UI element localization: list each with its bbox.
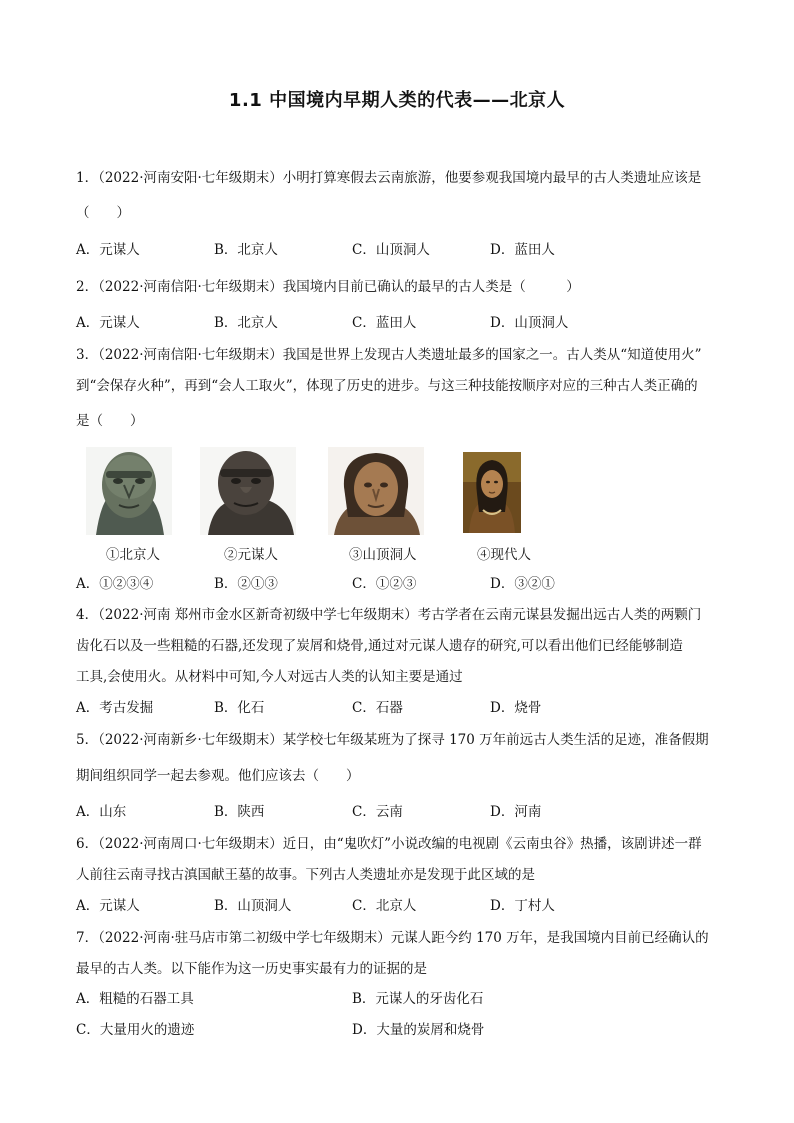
question-6-line-2: 人前往云南寻找古滇国献王墓的故事。下列古人类遗址亦是发现于此区域的是 bbox=[76, 867, 535, 883]
q1-option-b: B．北京人 bbox=[214, 242, 278, 258]
beijing-man-bust-image bbox=[86, 447, 172, 535]
q7-option-a: A．粗糙的石器工具 bbox=[76, 991, 194, 1007]
question-5-line-2: 期间组织同学一起去参观。他们应该去（ ） bbox=[76, 768, 360, 784]
caption-modern-human: ④现代人 bbox=[477, 547, 531, 563]
q2-option-b: B．北京人 bbox=[214, 315, 278, 331]
q5-option-b: B．陕西 bbox=[214, 804, 265, 820]
caption-yuanmou-man: ②元谋人 bbox=[224, 547, 278, 563]
q5-option-c: C．云南 bbox=[352, 804, 403, 820]
question-3-line-1: 3．（2022·河南信阳·七年级期末）我国是世界上发现古人类遗址最多的国家之一。古人类从“知道使用火” bbox=[76, 347, 702, 363]
q7-option-d: D．大量的炭屑和烧骨 bbox=[352, 1022, 485, 1038]
question-4-line-1: 4．（2022·河南 郑州市金水区新奇初级中学七年级期末）考古学者在云南元谋县发掘出远古人类的两颗门 bbox=[76, 607, 702, 623]
modern-human-image bbox=[463, 452, 521, 533]
question-1-line-1: 1．（2022·河南安阳·七年级期末）小明打算寒假去云南旅游，他要参观我国境内最早的古人类遗址应该是 bbox=[76, 170, 702, 186]
q3-option-b: B．②①③ bbox=[214, 576, 278, 592]
q6-option-d: D．丁村人 bbox=[490, 898, 555, 914]
question-4-line-2: 齿化石以及一些粗糙的石器,还发现了炭屑和烧骨,通过对元谋人遗存的研究,可以看出他们已经能够制造 bbox=[76, 638, 683, 654]
q4-option-d: D．烧骨 bbox=[490, 700, 542, 716]
question-7-line-1: 7．（2022·河南·驻马店市第二初级中学七年级期末）元谋人距今约 170 万年，是我国境内目前已经确认的 bbox=[76, 930, 709, 946]
question-2-line-1: 2．（2022·河南信阳·七年级期末）我国境内目前已确认的最早的古人类是（ ） bbox=[76, 279, 580, 295]
question-1-line-2: （ ） bbox=[76, 205, 130, 221]
caption-upper-cave-man: ③山顶洞人 bbox=[349, 547, 417, 563]
q3-option-a: A．①②③④ bbox=[76, 576, 154, 592]
q6-option-a: A．元谋人 bbox=[76, 898, 140, 914]
q4-option-b: B．化石 bbox=[214, 700, 265, 716]
q3-option-d: D．③②① bbox=[490, 576, 555, 592]
question-6-line-1: 6．（2022·河南周口·七年级期末）近日，由“鬼吹灯”小说改编的电视剧《云南虫谷》热播，该剧讲述一群 bbox=[76, 836, 702, 852]
q2-option-a: A．元谋人 bbox=[76, 315, 140, 331]
q6-option-b: B．山顶洞人 bbox=[214, 898, 292, 914]
q3-option-c: C．①②③ bbox=[352, 576, 417, 592]
q4-option-c: C．石器 bbox=[352, 700, 403, 716]
q1-option-a: A．元谋人 bbox=[76, 242, 140, 258]
caption-beijing-man: ①北京人 bbox=[106, 547, 160, 563]
q5-option-d: D．河南 bbox=[490, 804, 542, 820]
upper-cave-man-bust-image bbox=[328, 447, 424, 535]
question-3-line-2: 到“会保存火种”，再到“会人工取火”，体现了历史的进步。与这三种技能按顺序对应的三种古人类正确的 bbox=[76, 378, 698, 394]
yuanmou-man-bust-image bbox=[200, 447, 296, 535]
question-5-line-1: 5．（2022·河南新乡·七年级期末）某学校七年级某班为了探寻 170 万年前远古人类生活的足迹，准备假期 bbox=[76, 732, 709, 748]
q2-option-d: D．山顶洞人 bbox=[490, 315, 569, 331]
question-3-line-3: 是（ ） bbox=[76, 413, 144, 429]
q4-option-a: A．考古发掘 bbox=[76, 700, 154, 716]
question-7-line-2: 最早的古人类。以下能作为这一历史事实最有力的证据的是 bbox=[76, 961, 427, 977]
page-title: 1.1 中国境内早期人类的代表——北京人 bbox=[228, 90, 566, 111]
question-4-line-3: 工具,会使用火。从材料中可知,今人对远古人类的认知主要是通过 bbox=[76, 669, 463, 685]
q5-option-a: A．山东 bbox=[76, 804, 127, 820]
q7-option-c: C．大量用火的遗迹 bbox=[76, 1022, 195, 1038]
q7-option-b: B．元谋人的牙齿化石 bbox=[352, 991, 484, 1007]
q1-option-c: C．山顶洞人 bbox=[352, 242, 430, 258]
q1-option-d: D．蓝田人 bbox=[490, 242, 555, 258]
q6-option-c: C．北京人 bbox=[352, 898, 417, 914]
q2-option-c: C．蓝田人 bbox=[352, 315, 417, 331]
